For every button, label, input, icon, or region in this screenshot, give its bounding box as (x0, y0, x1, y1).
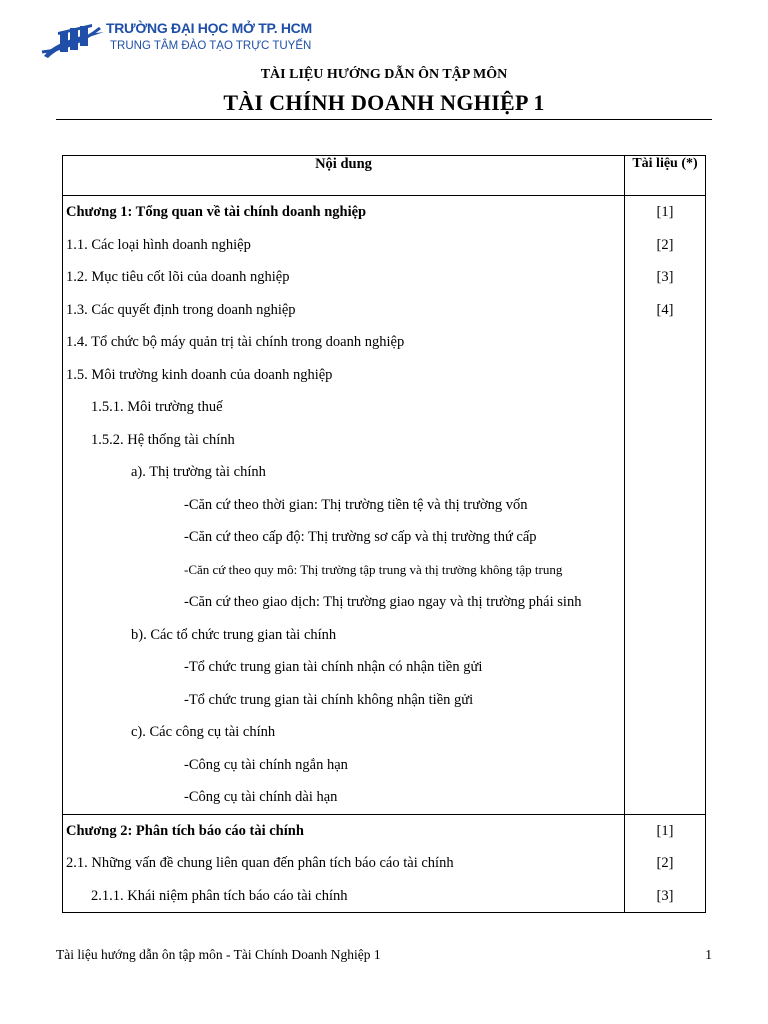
table-header-row (63, 156, 706, 196)
reference-label (625, 586, 705, 619)
university-logo-icon (40, 22, 106, 64)
section-content-cell (63, 196, 625, 815)
reference-label: [2] (656, 236, 674, 253)
list-item: 1.1. Các loại hình doanh nghiệp (66, 236, 251, 253)
reference-label (625, 424, 705, 457)
reference-label: [3] (656, 887, 674, 904)
chapter-heading: Chương 2: Phân tích báo cáo tài chính (66, 822, 304, 839)
reference-label (625, 326, 705, 359)
list-item: 1.5. Môi trường kinh doanh của doanh nghiệp (66, 366, 333, 383)
reference-label (625, 521, 705, 554)
reference-label (625, 456, 705, 489)
list-item: -Căn cứ theo thời gian: Thị trường tiền tệ và thị trường vốn (184, 496, 528, 513)
logo-center-name: TRUNG TÂM ĐÀO TẠO TRỰC TUYẾN (110, 40, 312, 52)
list-item: 1.5.1. Môi trường thuế (91, 399, 223, 415)
reference-label: [2] (656, 855, 674, 871)
list-item: -Căn cứ theo giao dịch: Thị trường giao ngay và thị trường phái sinh (184, 594, 582, 610)
list-item: b). Các tổ chức trung gian tài chính (131, 626, 337, 643)
reference-label (625, 749, 705, 782)
reference-label (625, 716, 705, 749)
list-item: 1.3. Các quyết định trong doanh nghiệp (66, 301, 296, 318)
list-item: 1.4. Tổ chức bộ máy quản trị tài chính trong doanh nghiệp (66, 334, 405, 350)
list-item: 1.2. Mục tiêu cốt lõi của doanh nghiệp (66, 269, 290, 285)
section-reference-cell (625, 814, 706, 913)
list-item: -Tổ chức trung gian tài chính không nhận tiền gửi (184, 691, 474, 708)
reference-label: [4] (656, 301, 674, 318)
section-content-cell (63, 814, 625, 913)
school-logo (40, 18, 312, 64)
reference-label (625, 684, 705, 717)
column-header-content: Nội dung (63, 156, 625, 196)
reference-label (625, 359, 705, 392)
document-title: TÀI CHÍNH DOANH NGHIỆP 1 (223, 90, 545, 115)
section-reference-cell (625, 196, 706, 815)
list-item: -Công cụ tài chính dài hạn (184, 789, 338, 805)
reference-label: [1] (656, 822, 674, 839)
footer-text: Tài liệu hướng dẫn ôn tập môn - Tài Chính Doanh Nghiệp 1 (56, 947, 381, 962)
list-item: -Căn cứ theo quy mô: Thị trường tập trung và thị trường không tập trung (184, 561, 563, 577)
reference-label (625, 619, 705, 652)
list-item: 2.1. Những vấn đề chung liên quan đến phân tích báo cáo tài chính (66, 855, 454, 871)
chapter-section (63, 196, 706, 815)
reference-label: [1] (656, 204, 674, 220)
header-divider (56, 119, 712, 120)
reference-label (625, 489, 705, 522)
reference-label (625, 651, 705, 684)
reference-label (625, 554, 705, 587)
list-item: 2.1.1. Khái niệm phân tích báo cáo tài chính (91, 887, 348, 904)
list-item: 1.5.2. Hệ thống tài chính (91, 431, 235, 448)
logo-school-name: TRƯỜNG ĐẠI HỌC MỞ TP. HCM (106, 20, 312, 36)
list-item: -Căn cứ theo cấp độ: Thị trường sơ cấp và thị trường thứ cấp (184, 529, 537, 545)
reference-label: [3] (656, 269, 674, 285)
reference-label (625, 781, 705, 814)
list-item: c). Các công cụ tài chính (131, 724, 276, 740)
chapter-heading: Chương 1: Tổng quan về tài chính doanh nghiệp (66, 204, 367, 220)
column-header-reference: Tài liệu (*) (625, 156, 706, 196)
content-table (62, 155, 706, 913)
page-number: 1 (705, 947, 712, 962)
list-item: -Công cụ tài chính ngắn hạn (184, 756, 348, 773)
document-subtitle: TÀI LIỆU HƯỚNG DẪN ÔN TẬP MÔN (260, 67, 508, 82)
reference-label (625, 391, 705, 424)
list-item: a). Thị trường tài chính (131, 464, 266, 480)
list-item: -Tổ chức trung gian tài chính nhận có nhận tiền gửi (184, 659, 483, 675)
chapter-section (63, 814, 706, 913)
